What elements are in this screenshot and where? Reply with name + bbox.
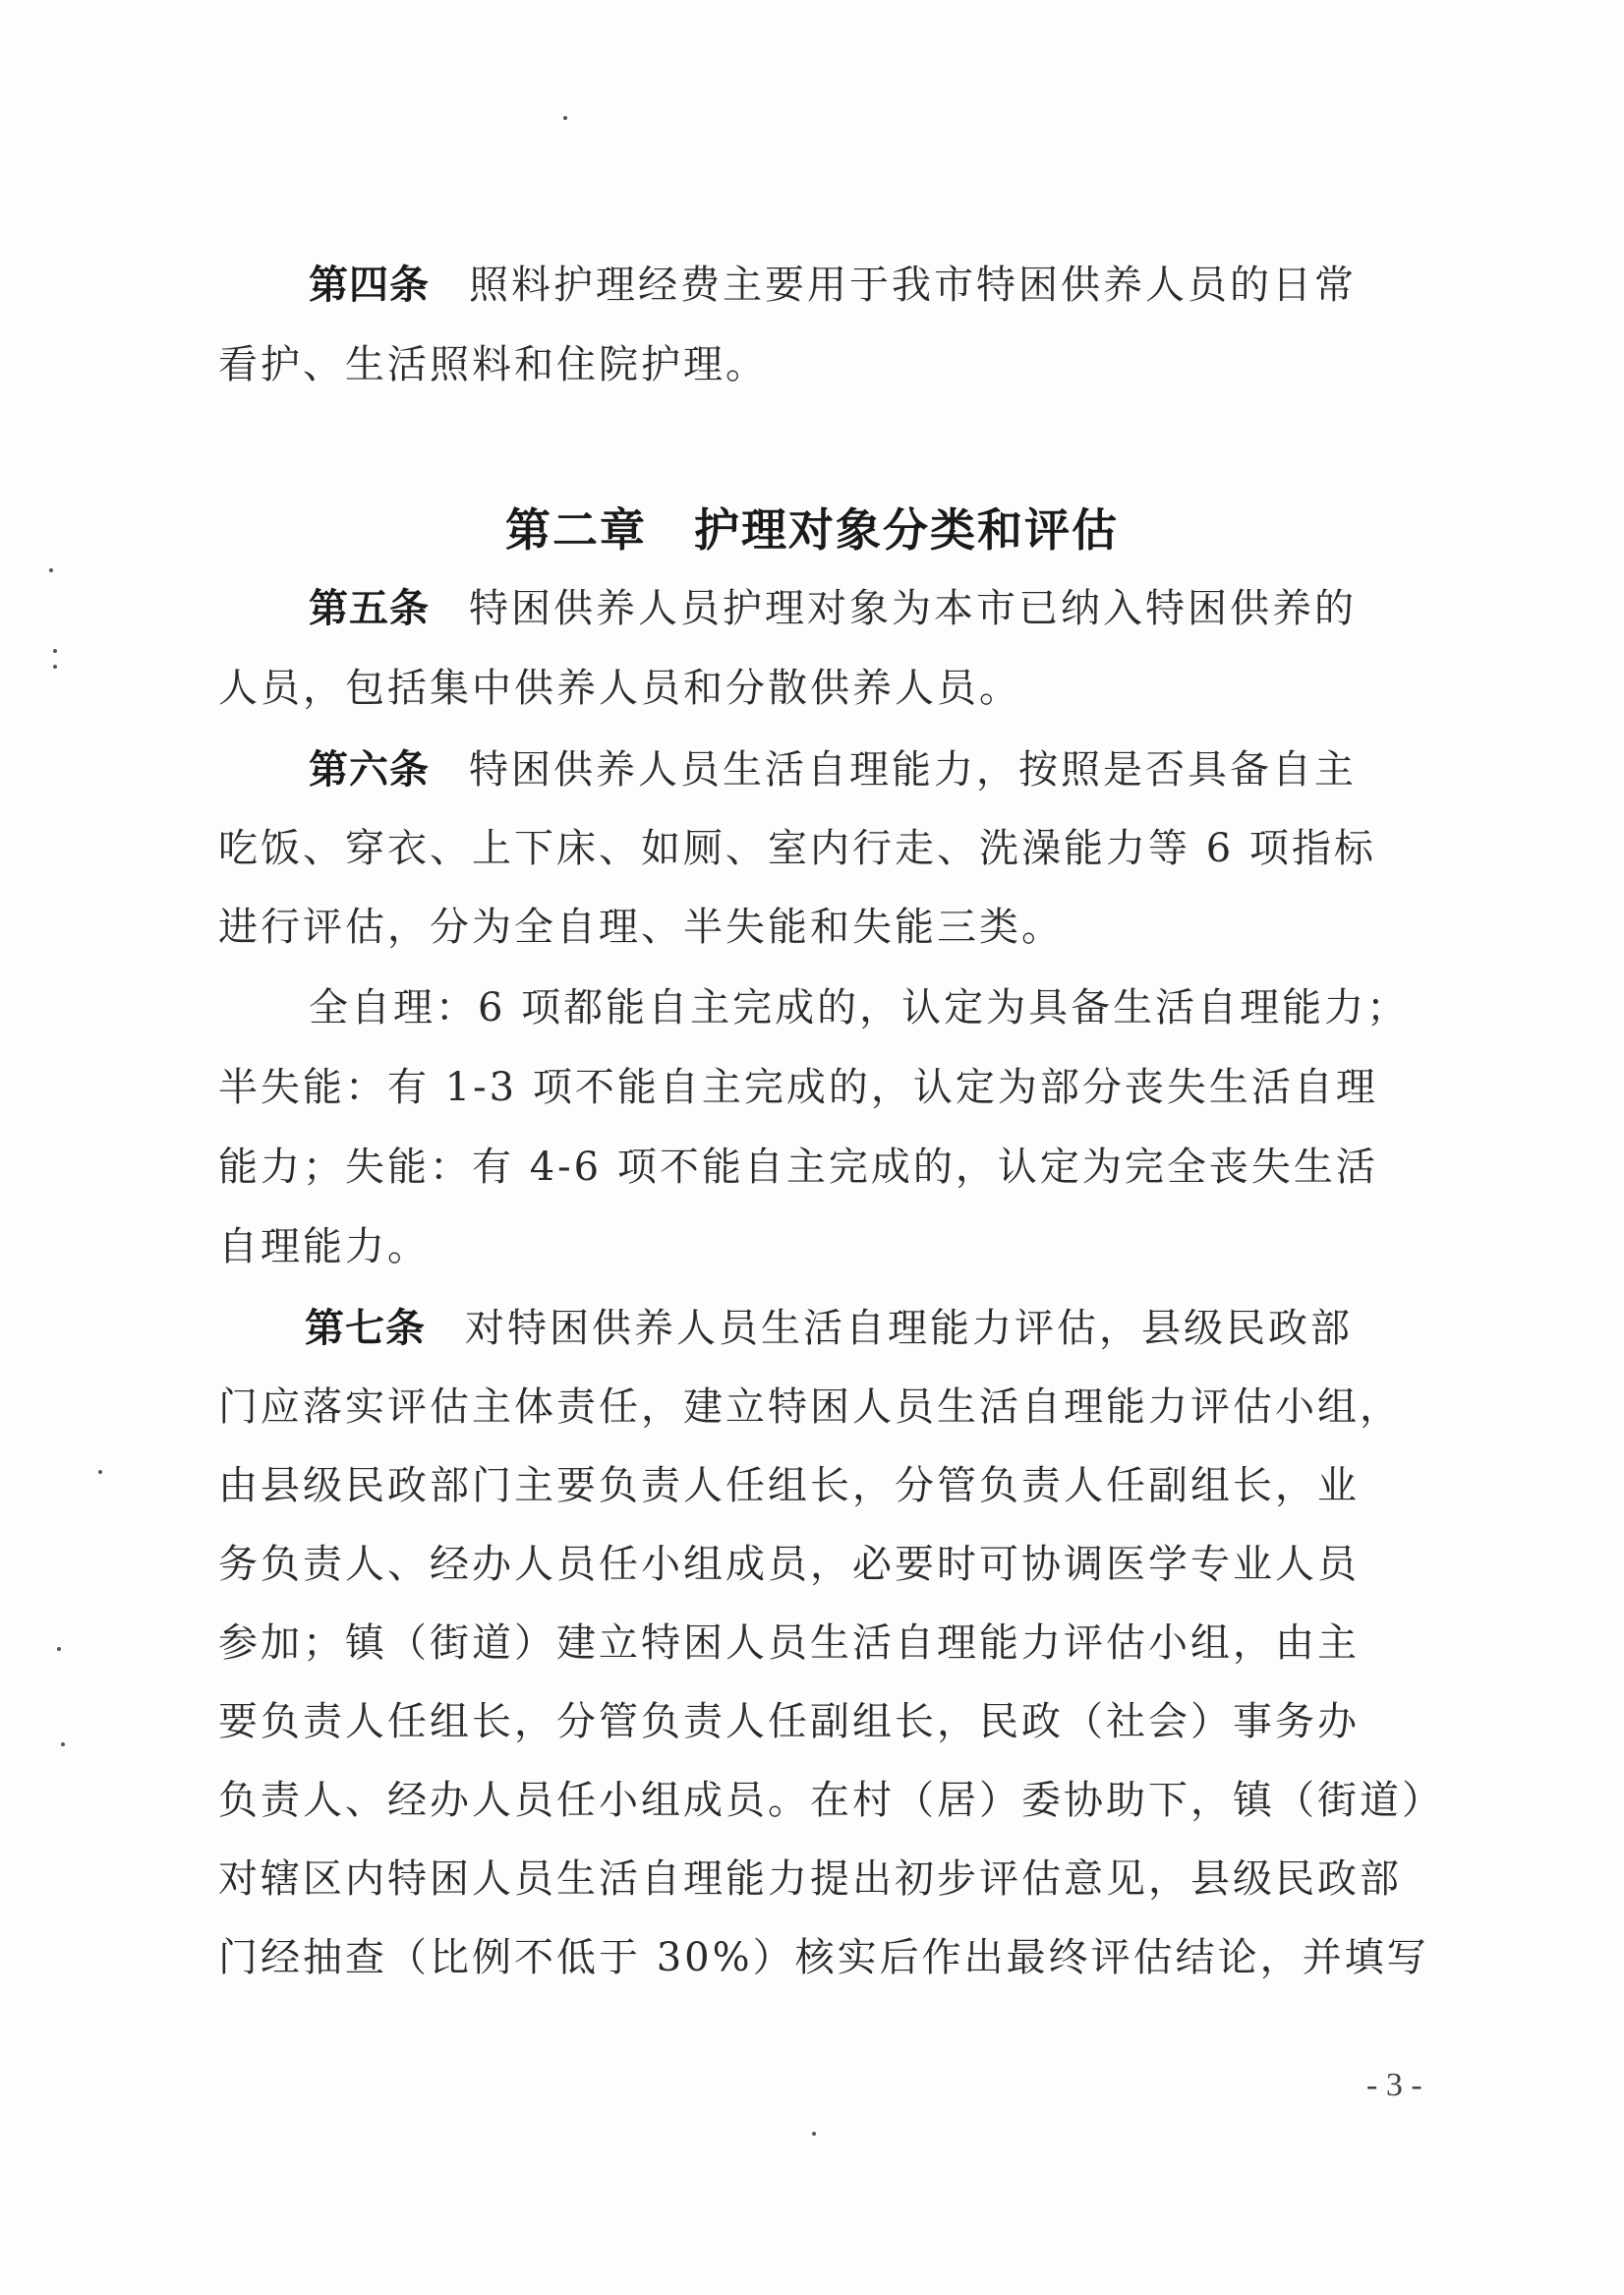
article-5-line-2: 人员，包括集中供养人员和分散供养人员。 (218, 666, 1021, 711)
scan-speck (57, 1647, 61, 1651)
article-5-line-1: 第五条 特困供养人员护理对象为本市已纳入特困供养的 (309, 586, 1357, 631)
classification-line-3: 能力；失能：有 4-6 项不能自主完成的，认定为完全丧失生活 (218, 1145, 1378, 1190)
scan-speck (49, 568, 53, 572)
article-7-line-7: 负责人、经办人员任小组成员。在村（居）委协助下，镇（街道） (218, 1778, 1444, 1823)
article-7-line-4: 务负责人、经办人员任小组成员，必要时可协调医学专业人员 (218, 1542, 1360, 1587)
article-4-label: 第四条 (309, 263, 430, 308)
article-7-line-9: 门经抽查（比例不低于 30%）核实后作出最终评估结论，并填写 (218, 1935, 1429, 1980)
classification-line-4: 自理能力。 (218, 1224, 430, 1269)
article-6-line-1: 第六条 特困供养人员生活自理能力，按照是否具备自主 (309, 747, 1357, 793)
page-number: - 3 - (1366, 2067, 1422, 2103)
article-6-line-2: 吃饭、穿衣、上下床、如厕、室内行走、洗澡能力等 6 项指标 (218, 826, 1376, 871)
article-7-label: 第七条 (305, 1306, 426, 1351)
scan-speck (563, 116, 567, 120)
article-5-label: 第五条 (309, 586, 430, 631)
classification-line-2: 半失能：有 1-3 项不能自主完成的，认定为部分丧失生活自理 (218, 1065, 1378, 1110)
article-7-line-8: 对辖区内特困人员生活自理能力提出初步评估意见，县级民政部 (218, 1856, 1402, 1902)
article-7-line-6: 要负责人任组长，分管负责人任副组长，民政（社会）事务办 (218, 1699, 1360, 1744)
scan-speck (812, 2132, 816, 2136)
article-4-line-1: 第四条 照料护理经费主要用于我市特困供养人员的日常 (309, 263, 1357, 308)
article-7-line-5: 参加；镇（街道）建立特困人员生活自理能力评估小组，由主 (218, 1620, 1360, 1666)
scan-speck (53, 665, 57, 669)
article-7-line-1: 第七条 对特困供养人员生活自理能力评估，县级民政部 (305, 1306, 1353, 1351)
scan-speck (98, 1470, 102, 1474)
classification-line-1: 全自理：6 项都能自主完成的，认定为具备生活自理能力； (309, 985, 1410, 1030)
article-7-line-2: 门应落实评估主体责任，建立特困人员生活自理能力评估小组， (218, 1384, 1402, 1430)
article-4-line-2: 看护、生活照料和住院护理。 (218, 342, 768, 387)
article-7-line-3: 由县级民政部门主要负责人任组长，分管负责人任副组长，业 (218, 1463, 1360, 1508)
chapter-title: 第二章 护理对象分类和评估 (505, 503, 1119, 557)
scan-speck (61, 1742, 65, 1746)
article-6-line-3: 进行评估，分为全自理、半失能和失能三类。 (218, 905, 1064, 950)
scan-speck (53, 649, 57, 653)
article-6-label: 第六条 (309, 747, 430, 793)
